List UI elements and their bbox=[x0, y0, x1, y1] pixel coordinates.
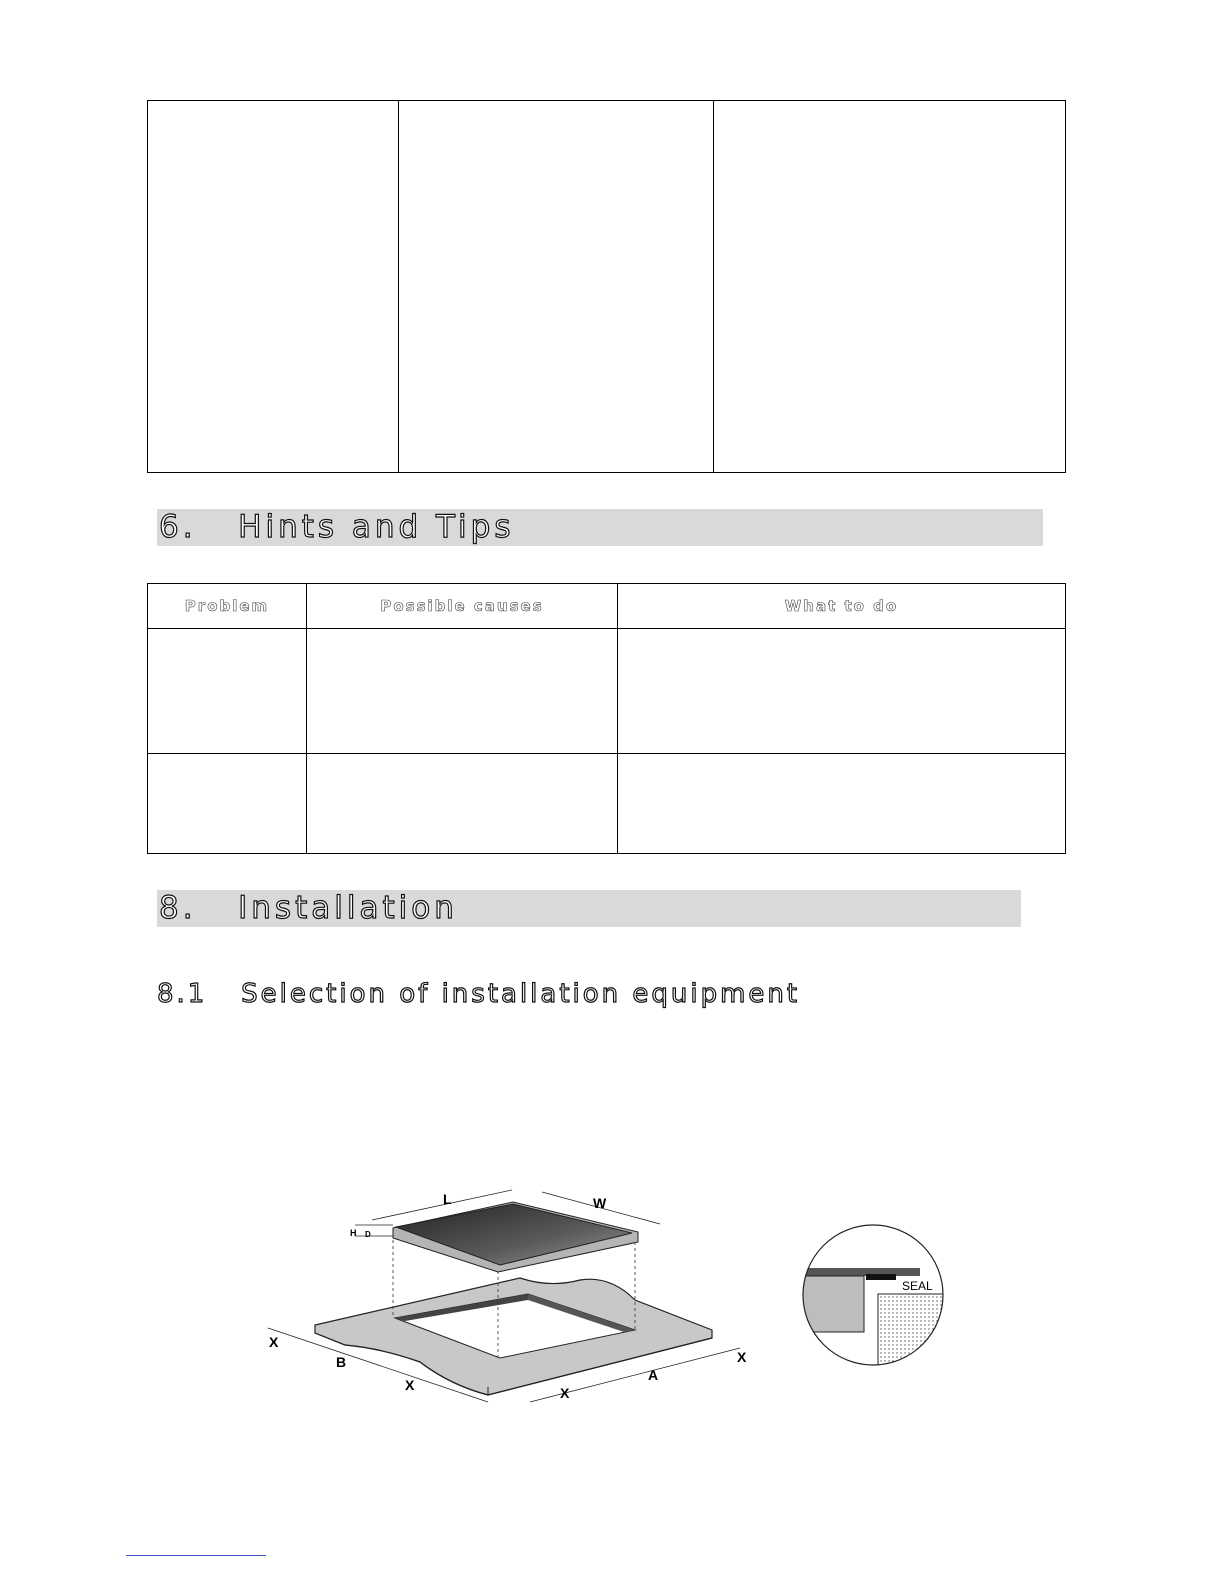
section-title: Hints and Tips bbox=[238, 509, 515, 545]
column-header-problem: Problem bbox=[148, 584, 307, 629]
subsection-number: 8.1 bbox=[157, 979, 208, 1009]
label-depth: D bbox=[365, 1230, 371, 1239]
hob bbox=[393, 1202, 638, 1272]
footer-underline bbox=[126, 1555, 266, 1556]
seal-detail-diagram bbox=[800, 1220, 950, 1370]
label-x-bottom-left: X bbox=[405, 1377, 415, 1393]
hints-table bbox=[147, 583, 1066, 854]
label-b: B bbox=[336, 1354, 347, 1370]
section-number: 6. bbox=[159, 509, 197, 545]
section-heading-installation bbox=[157, 890, 1021, 927]
section-number: 8. bbox=[159, 890, 197, 926]
label-x-left: X bbox=[269, 1334, 279, 1350]
section-heading-hints bbox=[157, 509, 1043, 546]
table-row bbox=[148, 754, 1066, 854]
subsection-heading bbox=[157, 979, 800, 1009]
section-title: Installation bbox=[238, 890, 458, 926]
label-height: H bbox=[350, 1228, 357, 1238]
table-row bbox=[148, 629, 1066, 754]
label-x-right: X bbox=[737, 1349, 747, 1365]
label-a: A bbox=[648, 1367, 659, 1383]
subsection-title: Selection of installation equipment bbox=[241, 979, 801, 1009]
seal-strip bbox=[866, 1274, 896, 1280]
label-x-bottom: X bbox=[560, 1385, 570, 1401]
installation-cutout-diagram bbox=[250, 1180, 770, 1410]
label-width: W bbox=[593, 1195, 607, 1211]
table-cell bbox=[148, 101, 399, 472]
table-cell bbox=[714, 101, 1065, 472]
label-length: L bbox=[443, 1191, 452, 1207]
continued-table bbox=[147, 100, 1066, 473]
cabinet-section bbox=[878, 1294, 950, 1370]
table-cell bbox=[399, 101, 714, 472]
column-header-what-to-do: What to do bbox=[618, 584, 1066, 629]
table-header-row bbox=[148, 584, 1066, 629]
hob-glass-edge bbox=[800, 1268, 920, 1276]
seal-label: SEAL bbox=[902, 1279, 933, 1293]
column-header-causes: Possible causes bbox=[307, 584, 618, 629]
